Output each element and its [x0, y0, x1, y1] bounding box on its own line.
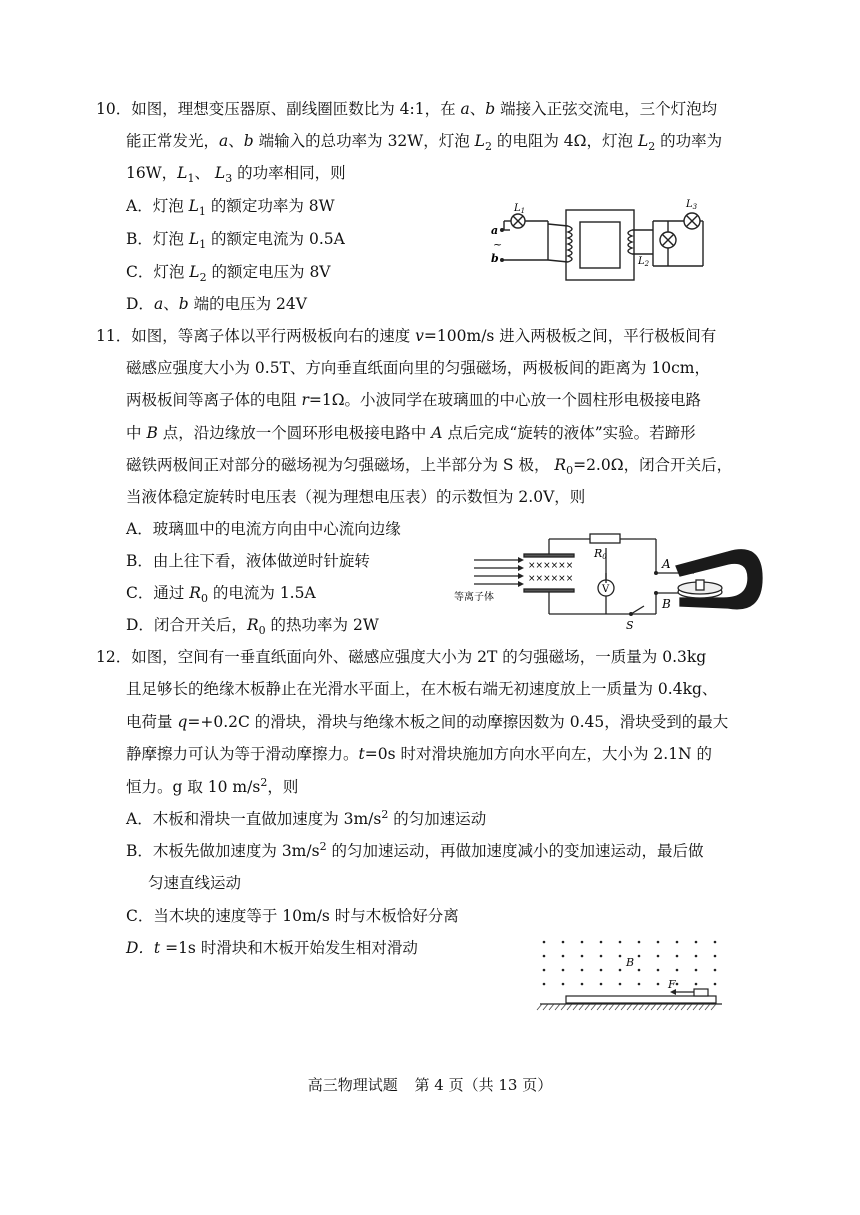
field-dot	[657, 955, 660, 958]
ground-hatch	[675, 1004, 680, 1010]
ground-hatch	[645, 1004, 650, 1010]
q10-option-a: A．灯泡 $L_1$ 的额定功率为 8W	[126, 197, 335, 219]
ground-hatch	[585, 1004, 590, 1010]
field-dot	[581, 955, 584, 958]
q11-option-d: D．闭合开关后，$R_0$ 的热功率为 2W	[126, 616, 379, 638]
field-dot	[581, 941, 584, 944]
q10-option-d: D．a、b 端的电压为 24V	[126, 295, 307, 313]
q10-label-l3: $L_3$	[686, 199, 698, 211]
ground-hatch	[579, 1004, 584, 1010]
field-dot	[714, 941, 717, 944]
q12-option-b-continued: 匀速直线运动	[148, 874, 242, 892]
field-dot	[695, 941, 698, 944]
q12-option-a: A．木板和滑块一直做加速度为 $3m/s^2$ 的匀加速运动	[126, 807, 487, 828]
q10-label-b: b	[491, 252, 499, 265]
q10-stem-line-1: 10．如图，理想变压器原、副线圈匝数比为 4:1，在 a、b 端接入正弦交流电，三个灯泡均	[96, 100, 718, 118]
q12-option-c: C．当木块的速度等于 10m/s 时与木板恰好分离	[126, 907, 459, 925]
q10-option-c: C．灯泡 $L_2$ 的额定电压为 8V	[126, 263, 331, 285]
field-dot	[695, 969, 698, 972]
q11-plasma-generator-figure	[454, 528, 766, 633]
ground-hatch	[597, 1004, 602, 1010]
q10-label-tilde: ~	[493, 238, 503, 251]
ground-hatch	[681, 1004, 686, 1010]
field-dot	[619, 969, 622, 972]
field-dot	[695, 955, 698, 958]
ground-hatch	[567, 1004, 572, 1010]
q11-stem-line-1: 11．如图，等离子体以平行两极板向右的速度 v=100m/s 进入两极板之间，平行极板间有	[96, 327, 717, 345]
ground-hatch	[705, 1004, 710, 1010]
ground-hatch	[591, 1004, 596, 1010]
ground-hatch	[639, 1004, 644, 1010]
field-dot	[676, 969, 679, 972]
q11-label-b: B	[662, 597, 671, 611]
ground-hatch	[663, 1004, 668, 1010]
ground-hatch	[633, 1004, 638, 1010]
ground-hatch	[561, 1004, 566, 1010]
q12-label-b: B	[626, 956, 635, 969]
ground-hatch	[537, 1004, 542, 1010]
field-dot	[600, 983, 603, 986]
footer-page-number: 第 4 页（共 13 页）	[414, 1076, 553, 1094]
q11-label-a: A	[662, 557, 671, 571]
field-dot	[638, 969, 641, 972]
q10-label-a: a	[491, 224, 499, 237]
field-dot	[676, 955, 679, 958]
field-dot	[714, 955, 717, 958]
q11-label-s: S	[626, 619, 634, 632]
field-dot	[543, 955, 546, 958]
field-dot	[619, 941, 622, 944]
field-dot	[638, 955, 641, 958]
q11-label-plasma: 等离子体	[454, 592, 494, 603]
q11-stem-line-2: 磁感应强度大小为 0.5T、方向垂直纸面向里的匀强磁场，两极板间的距离为 10cm，	[126, 359, 710, 377]
ground-hatch	[699, 1004, 704, 1010]
ground-hatch	[603, 1004, 608, 1010]
field-dot	[676, 941, 679, 944]
ground-hatch	[555, 1004, 560, 1010]
ground-hatch	[711, 1004, 716, 1010]
q11-label-voltmeter: V	[602, 584, 610, 595]
field-dot	[619, 983, 622, 986]
field-dot	[581, 983, 584, 986]
q10-stem-line-3: 16W，$L_1$、 $L_3$ 的功率相同，则	[126, 164, 346, 186]
ground-hatch	[669, 1004, 674, 1010]
field-dot	[543, 983, 546, 986]
q11-option-c: C．通过 $R_0$ 的电流为 1.5A	[126, 584, 316, 606]
q11-stem-line-6: 当液体稳定旋转时电压表（视为理想电压表）的示数恒为 2.0V，则	[126, 488, 586, 506]
field-dot	[638, 941, 641, 944]
q11-crosses-row-2: ××××××	[528, 574, 574, 584]
page-footer	[0, 1074, 860, 1095]
field-dot	[657, 983, 660, 986]
q11-stem-line-5: 磁铁两极间正对部分的磁场视为匀强磁场，上半部分为 S 极， $R_0=2.0\Omega$，闭合开关后，	[126, 456, 733, 478]
q12-option-d: D．t =1s 时滑块和木板开始发生相对滑动	[126, 939, 418, 957]
field-dot	[619, 955, 622, 958]
q12-stem-line-3: 电荷量 q=+0.2C 的滑块，滑块与绝缘木板之间的动摩擦因数为 0.45，滑块受到的最大	[126, 713, 729, 731]
ground-hatch	[693, 1004, 698, 1010]
ground-hatch	[651, 1004, 656, 1010]
field-dot	[600, 955, 603, 958]
q12-option-b: B．木板先做加速度为 $3m/s^2$ 的匀加速运动，再做加速度减小的变加速运动，最后做	[126, 839, 704, 860]
ground-hatch	[687, 1004, 692, 1010]
q10-label-l2: $L_2$	[638, 256, 650, 268]
q10-option-b: B．灯泡 $L_1$ 的额定电流为 0.5A	[126, 230, 345, 252]
q12-stem-line-2: 且足够长的绝缘木板静止在光滑水平面上，在木板右端无初速度放上一质量为 0.4kg、	[126, 680, 718, 698]
q12-label-f: F	[668, 978, 676, 991]
field-dot	[562, 983, 565, 986]
q11-option-a: A．玻璃皿中的电流方向由中心流向边缘	[126, 520, 401, 538]
q12-board-slider-figure	[538, 936, 728, 1021]
ground-hatch	[627, 1004, 632, 1010]
footer-title: 高三物理试题	[307, 1076, 398, 1094]
q11-stem-line-4: 中 B 点，沿边缘放一个圆环形电极接电路中 A 点后完成“旋转的液体”实验。若蹄形	[126, 424, 696, 442]
q10-label-l1: $L_1$	[514, 203, 526, 215]
ground-hatch	[621, 1004, 626, 1010]
q11-crosses-row-1: ××××××	[528, 561, 574, 571]
q10-stem-line-2: 能正常发光，a、b 端输入的总功率为 32W，灯泡 $L_2$ 的电阻为 4Ω，灯泡 $L_2$ 的功率为	[126, 132, 723, 154]
field-dot	[562, 969, 565, 972]
ground-hatch	[549, 1004, 554, 1010]
q10-transformer-figure	[488, 200, 728, 290]
field-dot	[581, 969, 584, 972]
field-dot	[714, 983, 717, 986]
ground-hatch	[543, 1004, 548, 1010]
ground-hatch	[573, 1004, 578, 1010]
q12-stem-line-5: 恒力。g 取 10 $m/s^2$，则	[126, 775, 299, 796]
field-dot	[676, 983, 679, 986]
q12-stem-line-4: 静摩擦力可认为等于滑动摩擦力。t=0s 时对滑块施加方向水平向左，大小为 2.1N 的	[126, 745, 713, 763]
field-dot	[714, 969, 717, 972]
field-dot	[657, 969, 660, 972]
field-dot	[657, 941, 660, 944]
ground-hatch	[657, 1004, 662, 1010]
field-dot	[543, 941, 546, 944]
ground-hatch	[609, 1004, 614, 1010]
field-dot	[638, 983, 641, 986]
q12-stem-line-1: 12．如图，空间有一垂直纸面向外、磁感应强度大小为 2T 的匀强磁场，一质量为 0.3kg	[96, 648, 707, 666]
field-dot	[562, 955, 565, 958]
field-dot	[562, 941, 565, 944]
field-dot	[600, 941, 603, 944]
q11-option-b: B．由上往下看，液体做逆时针旋转	[126, 552, 370, 570]
field-dot	[600, 969, 603, 972]
q11-label-r0: R0	[594, 547, 607, 561]
q11-stem-line-3: 两极板间等离子体的电阻 r=1Ω。小波同学在玻璃皿的中心放一个圆柱形电极接电路	[126, 391, 702, 409]
field-dot	[543, 969, 546, 972]
field-dot	[695, 983, 698, 986]
ground-hatch	[615, 1004, 620, 1010]
